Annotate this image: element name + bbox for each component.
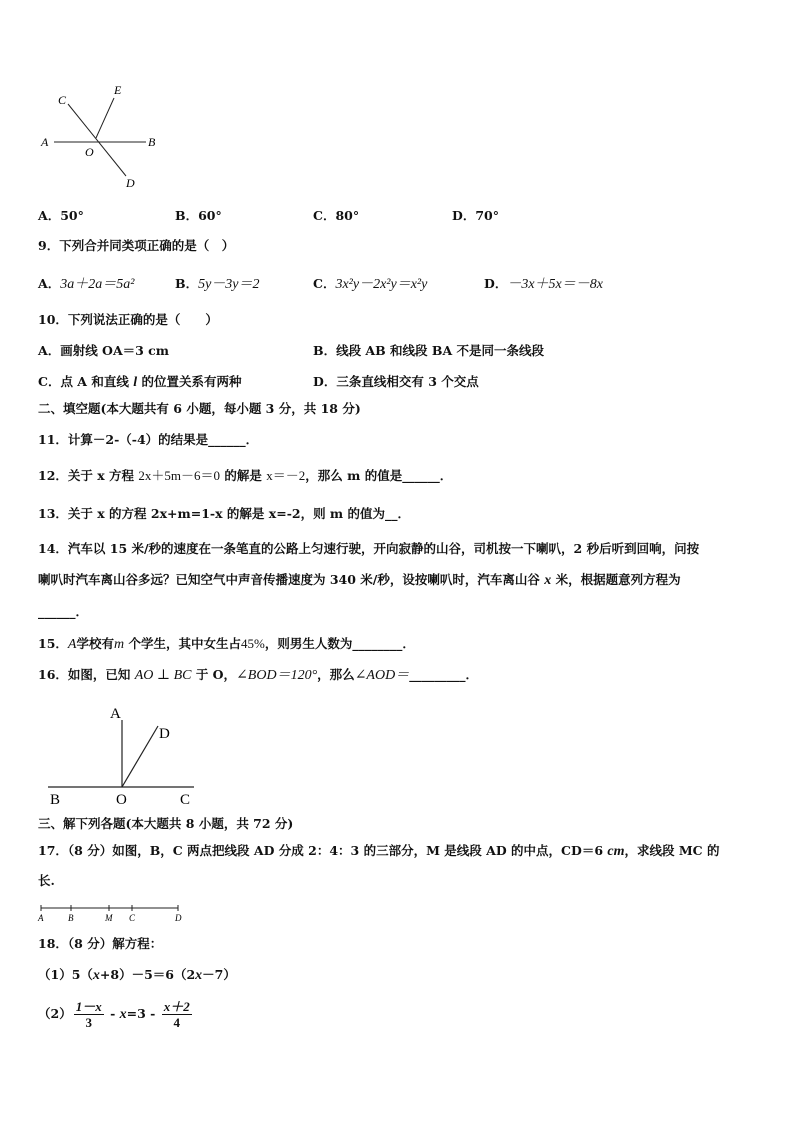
q16-post: _________． — [409, 667, 478, 682]
q17-line1-post: ，求线段 MC 的 — [624, 843, 720, 858]
q18-p1-mid: +8）－5＝6（2 — [99, 967, 196, 982]
q8-option-c: C．80° — [313, 208, 360, 223]
q18-part1 — [38, 967, 236, 984]
figure-intersecting-lines — [38, 80, 168, 195]
q12-pre: 12．关于 x 方程 — [38, 468, 139, 483]
q18-stem: 18．（8 分）解方程： — [38, 936, 163, 951]
q14-line2 — [38, 572, 681, 589]
q12-solution: x＝－2 — [266, 468, 306, 483]
q13: 13．关于 x 的方程 2x+m=1-x 的解是 x=-2，则 m 的值为__． — [38, 506, 411, 521]
line-cd — [68, 104, 126, 176]
q15-post: ，则男生人数为________． — [264, 636, 415, 651]
q9-b-label: B． — [175, 276, 199, 291]
q12-post: ，那么 m 的值是______． — [305, 468, 453, 483]
q15-pct: 45% — [240, 636, 265, 651]
q15-mid2: 个学生，其中女生占 — [124, 636, 241, 651]
q11: 11．计算－2-（-4）的结果是______． — [38, 432, 259, 447]
q10-option-a: A．画射线 OA＝3 cm — [38, 343, 170, 358]
q10-option-d: D．三条直线相交有 3 个交点 — [313, 374, 479, 389]
q17-unit: cm — [607, 844, 625, 859]
q16-angle: ∠BOD＝120° — [236, 668, 318, 683]
label-b: B — [148, 135, 156, 149]
q14-line2-post: 米，根据题意列方程为 — [551, 572, 681, 587]
q16-pre: 16．如图，已知 — [38, 667, 135, 682]
label-m: M — [105, 913, 113, 923]
q9-a-label: A． — [38, 276, 61, 291]
q17-line1-pre: 17．（8 分）如图，B，C 两点把线段 AD 分成 2：4：3 的三部分，M 是线段 AD 的中点，CD＝6 — [38, 843, 608, 858]
q18-p2-mid2: =3 - — [126, 1006, 160, 1021]
line-od — [122, 726, 158, 787]
q18-p2-x: x — [119, 1007, 127, 1022]
q16 — [38, 667, 478, 684]
q9-d-expr: －3x＋5x＝－8x — [507, 277, 603, 292]
q16-mid2: ，那么 — [317, 667, 355, 682]
q14-line2-pre: 喇叭时汽车离山谷多远？已知空气中声音传播速度为 340 米/秒，设按喇叭时，汽车离山谷 — [38, 572, 545, 587]
q17-line2: 长. — [38, 873, 55, 888]
q15-a: A — [67, 637, 77, 652]
q9-option-b — [175, 276, 260, 293]
q15 — [38, 636, 415, 653]
q15-mid1: 学校有 — [76, 636, 114, 651]
q18-p1-post: －7） — [202, 967, 236, 982]
q9-c-expr: 3x²y－2x²y＝x²y — [335, 277, 428, 292]
q18-part2 — [38, 997, 194, 1032]
q14-line1: 14．汽车以 15 米/秒的速度在一条笔直的公路上匀速行驶，开向寂静的山谷，司机按一下喇叭，2 秒后听到回响，问按 — [38, 541, 700, 556]
label-e: E — [114, 83, 122, 97]
label-d: D — [126, 176, 135, 190]
label-o: O — [85, 145, 94, 159]
q8-option-a: A．50° — [38, 208, 84, 223]
label-a: A — [38, 913, 44, 923]
q18-p1-x: x — [92, 968, 100, 983]
q10-c-post: 的位置关系有两种 — [137, 374, 242, 389]
q18-p2-fraction-2 — [162, 999, 192, 1030]
figure-perpendicular — [44, 700, 204, 810]
q18-p2-den2: 4 — [173, 1015, 180, 1030]
q10-option-b: B．线段 AB 和线段 BA 不是同一条线段 — [313, 343, 545, 358]
label-o: O — [116, 792, 127, 808]
q18-p2-num: 1－x — [75, 999, 102, 1014]
q18-p2-num2: x＋2 — [163, 999, 190, 1014]
q8-option-d: D．70° — [452, 208, 499, 223]
q8-option-b: B．60° — [175, 208, 222, 223]
q10-option-c — [38, 374, 241, 391]
line-oe — [96, 98, 114, 138]
label-c: C — [180, 792, 191, 808]
q18-p1-label: （1）5（ — [38, 967, 93, 982]
figure-segment-ad — [36, 900, 186, 926]
label-d: D — [175, 913, 182, 923]
q18-p2-fraction-1 — [74, 999, 104, 1030]
q9-d-label: D． — [484, 276, 508, 291]
q12 — [38, 468, 452, 484]
q18-p2-mid: - — [105, 1006, 120, 1021]
label-c: C — [129, 913, 136, 923]
label-a: A — [110, 706, 121, 722]
q12-mid: 的解是 — [220, 468, 267, 483]
q9-b-expr: 5y－3y＝2 — [198, 277, 260, 292]
q18-p1-x2: x — [195, 968, 203, 983]
label-a: A — [41, 135, 49, 149]
q9-option-c — [313, 276, 427, 293]
q18-p2-den: 3 — [85, 1015, 92, 1030]
q17-line1 — [38, 843, 719, 860]
q15-pre: 15． — [38, 636, 68, 651]
q16-perp: AO ⊥ BC — [134, 668, 192, 683]
label-b: B — [50, 792, 61, 808]
q18-p2-label: （2） — [38, 1006, 72, 1021]
q16-angle2: ∠AOD＝ — [354, 668, 410, 683]
q10-stem: 10．下列说法正确的是（ ） — [38, 312, 218, 327]
section-3-heading: 三、解下列各题(本大题共 8 小题，共 72 分) — [38, 816, 294, 831]
q12-equation: 2x＋5m－6＝0 — [138, 468, 221, 483]
q9-stem: 9．下列合并同类项正确的是（ ） — [38, 238, 235, 253]
section-2-heading: 二、填空题(本大题共有 6 小题，每小题 3 分，共 18 分) — [38, 401, 361, 416]
q14-answer-blank: ______． — [38, 604, 89, 619]
q10-c-pre: C．点 A 和直线 — [38, 374, 134, 389]
label-b: B — [68, 913, 74, 923]
label-c: C — [58, 93, 67, 107]
q9-a-expr: 3a＋2a＝5a² — [60, 277, 135, 292]
q9-c-label: C． — [313, 276, 336, 291]
q16-mid: 于 O， — [191, 667, 237, 682]
q14-var-x: x — [544, 573, 552, 588]
q10-c-var: l — [133, 375, 138, 390]
label-d: D — [159, 726, 170, 742]
q9-option-d — [484, 276, 603, 293]
q9-option-a — [38, 276, 134, 293]
q15-m: m — [113, 637, 125, 652]
